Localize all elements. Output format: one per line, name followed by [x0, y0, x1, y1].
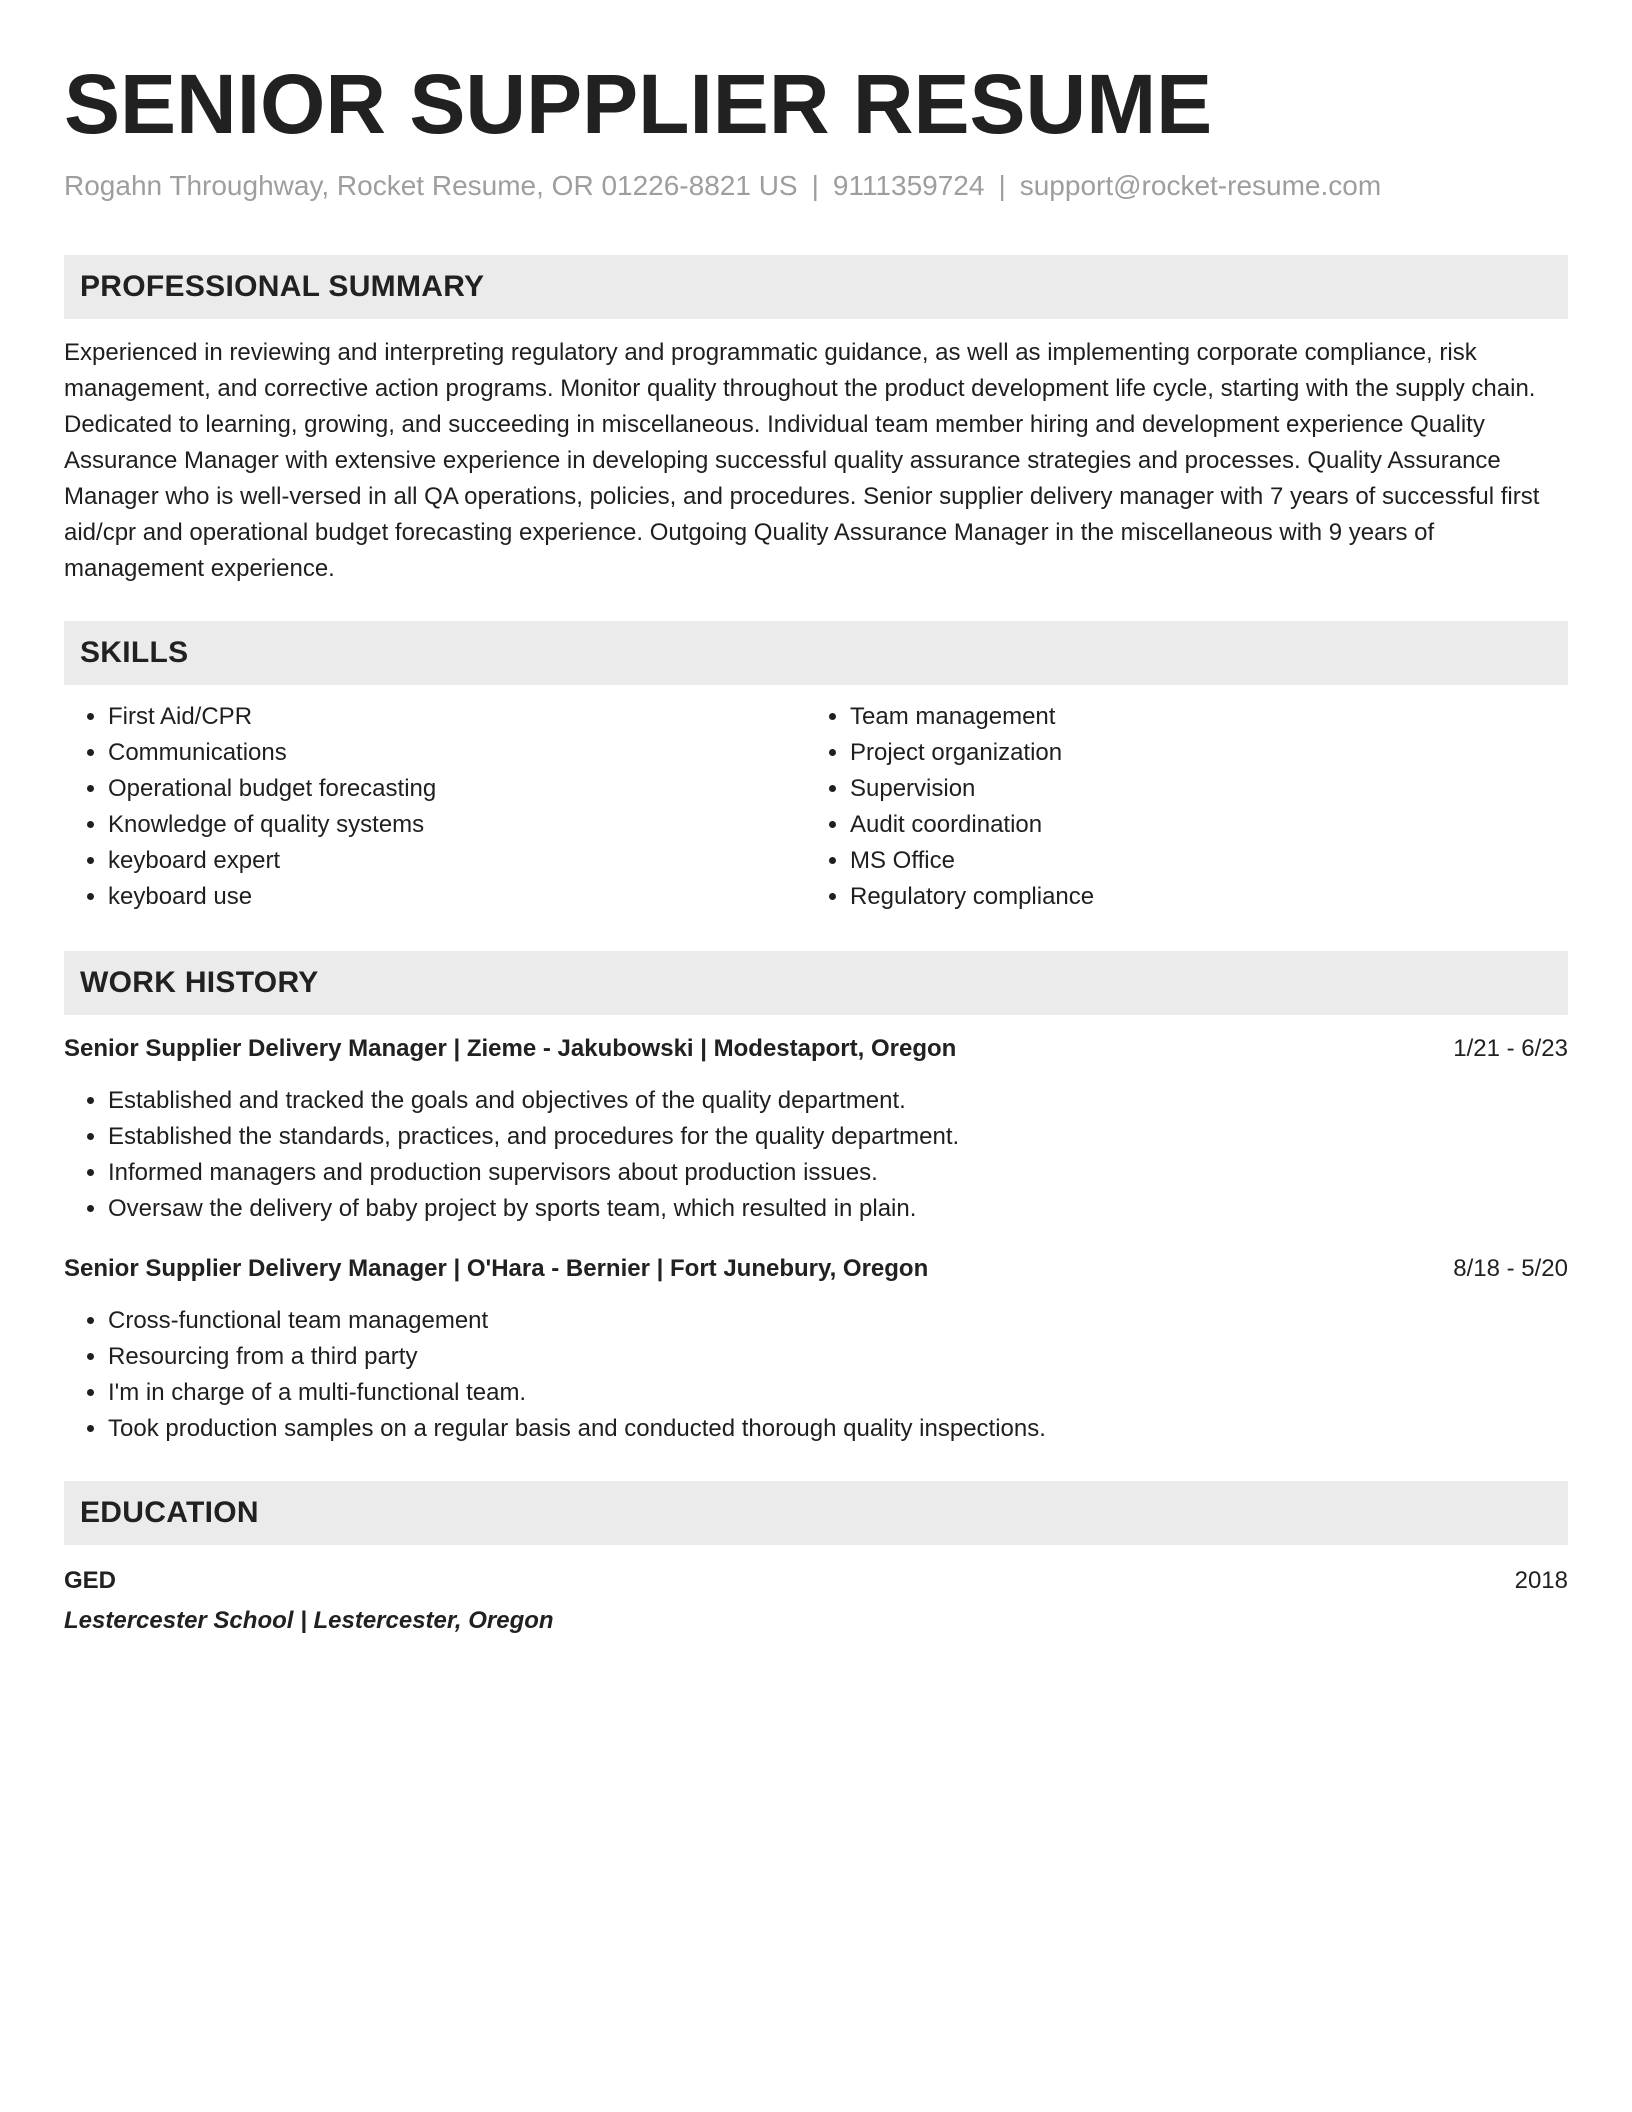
contact-line [64, 168, 1568, 204]
skill-item: • First Aid/CPR [108, 699, 806, 735]
job-heading [64, 1251, 1568, 1287]
job-title: Senior Supplier Delivery Manager | O'Hara - Bernier | Fort Junebury, Oregon [64, 1254, 929, 1282]
skill-item: • Audit coordination [850, 807, 1548, 843]
job-bullet: • Took production samples on a regular basis and conducted thorough quality inspections. [108, 1411, 1568, 1447]
job-bullet: • Oversaw the delivery of baby project by sports team, which resulted in plain. [108, 1191, 1568, 1227]
resume-title: SENIOR SUPPLIER RESUME [64, 57, 1213, 151]
job-bullet-list [64, 1303, 1568, 1447]
skills-list-left [64, 699, 806, 915]
section-header-education: EDUCATION [64, 1481, 1568, 1545]
skill-item: • Regulatory compliance [850, 879, 1548, 915]
job-bullet: • I'm in charge of a multi-functional team. [108, 1375, 1568, 1411]
skill-item: • Supervision [850, 771, 1548, 807]
job-bullet-list [64, 1083, 1568, 1227]
contact-phone: 9111359724 [832, 170, 985, 202]
skill-item: • Team management [850, 699, 1548, 735]
section-header-summary: PROFESSIONAL SUMMARY [64, 255, 1568, 319]
job-dates: 8/18 - 5/20 [1453, 1254, 1568, 1282]
job-bullet: • Established the standards, practices, and procedures for the quality department. [108, 1119, 1568, 1155]
skill-item: • MS Office [850, 843, 1548, 879]
section-header-skills: SKILLS [64, 621, 1568, 685]
job-bullet: • Informed managers and production supervisors about production issues. [108, 1155, 1568, 1191]
contact-separator: | [998, 170, 1006, 202]
job-bullet: • Established and tracked the goals and objectives of the quality department. [108, 1083, 1568, 1119]
skill-item: • Operational budget forecasting [108, 771, 806, 807]
job-heading [64, 1031, 1568, 1067]
education-heading [64, 1563, 1568, 1599]
skill-item: • Knowledge of quality systems [108, 807, 806, 843]
skill-item: • keyboard use [108, 879, 806, 915]
skill-item: • Project organization [850, 735, 1548, 771]
job-bullet: • Cross-functional team management [108, 1303, 1568, 1339]
job-title: Senior Supplier Delivery Manager | Zieme - Jakubowski | Modestaport, Oregon [64, 1034, 957, 1062]
job-bullet: • Resourcing from a third party [108, 1339, 1568, 1375]
skill-item: • Communications [108, 735, 806, 771]
skills-list-right [806, 699, 1548, 915]
contact-email: support@rocket-resume.com [1019, 170, 1382, 202]
job-dates: 1/21 - 6/23 [1453, 1034, 1568, 1062]
skill-item: • keyboard expert [108, 843, 806, 879]
summary-text: Experienced in reviewing and interpreting regulatory and programmatic guidance, as well as implementing corporate compliance, risk management, and corrective action programs. Monitor quality throughout the product development life cycle, starting with the supply chain. Dedicated to learning, growing, and succeeding in miscellaneous. Individual team member hiring and development experience Quality Assurance Manager with extensive experience in developing successful quality assurance strategies and processes. Quality Assurance Manager who is well-versed in all QA operations, policies, and procedures. Senior supplier delivery manager with 7 years of successful first aid/cpr and operational budget forecasting experience. Outgoing Quality Assurance Manager in the miscellaneous with 9 years of management experience. [64, 338, 1540, 582]
education-year: 2018 [1514, 1566, 1568, 1594]
contact-separator: | [811, 170, 819, 202]
education-degree: GED [64, 1566, 117, 1594]
contact-address: Rogahn Throughway, Rocket Resume, OR 01226-8821 US [64, 170, 798, 202]
section-header-work-history: WORK HISTORY [64, 951, 1568, 1015]
education-school: Lestercester School | Lestercester, Oregon [64, 1606, 554, 1634]
skills-grid [64, 699, 1568, 915]
